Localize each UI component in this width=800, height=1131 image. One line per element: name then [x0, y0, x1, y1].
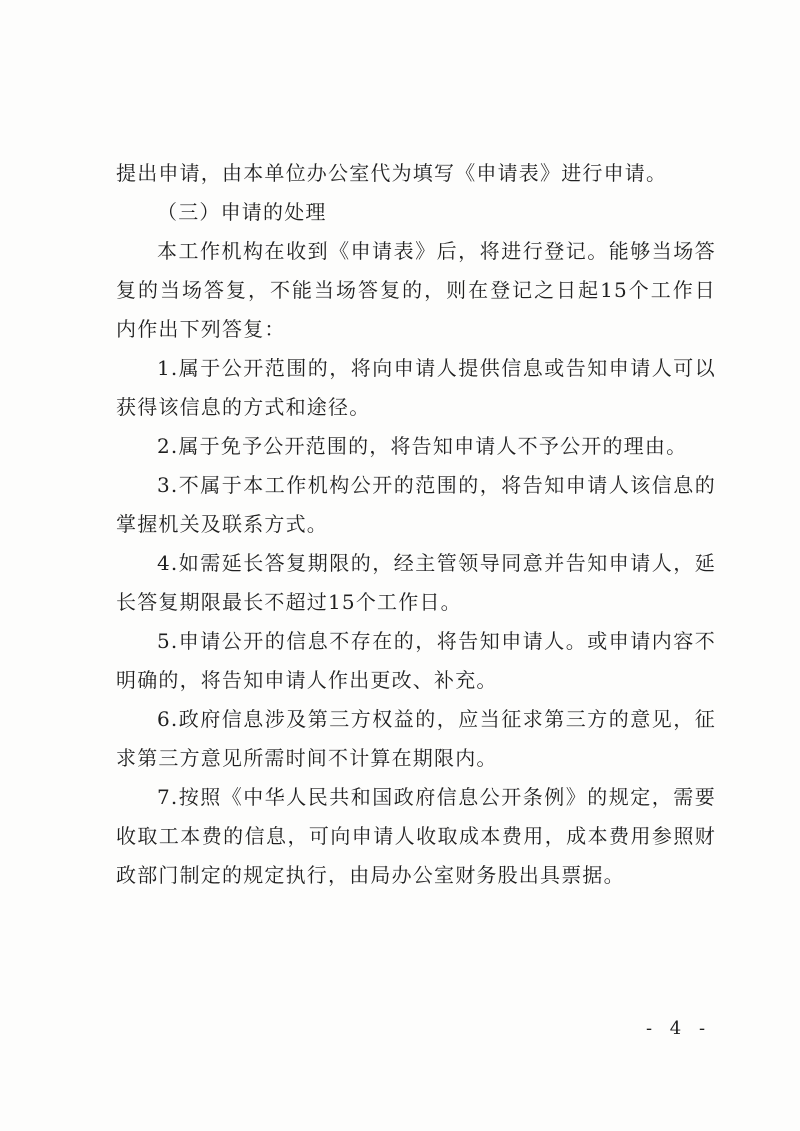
list-item-2: 2.属于免予公开范围的，将告知申请人不予公开的理由。: [157, 434, 688, 458]
section-heading: （三）申请的处理: [157, 200, 327, 224]
list-item-1: 1.属于公开范围的，将向申请人提供信息或告知申请人可以获得该信息的方式和途径。: [116, 356, 716, 419]
list-item-3: 3.不属于本工作机构公开的范围的，将告知申请人该信息的掌握机关及联系方式。: [116, 473, 716, 536]
list-item-4: 4.如需延长答复期限的，经主管领导同意并告知申请人，延长答复期限最长不超过15个工作日。: [116, 551, 716, 614]
list-item-5: 5.申请公开的信息不存在的，将告知申请人。或申请内容不明确的，将告知申请人作出更改、补充。: [116, 629, 716, 692]
document-body: [116, 154, 716, 895]
list-item-6: 6.政府信息涉及第三方权益的，应当征求第三方的意见，征求第三方意见所需时间不计算在期限内。: [116, 707, 716, 770]
paragraph-continuation: 提出申请，由本单位办公室代为填写《申请表》进行申请。: [116, 161, 668, 185]
page-number: - 4 -: [646, 1018, 712, 1039]
paragraph-processing: 本工作机构在收到《申请表》后，将进行登记。能够当场答复的当场答复，不能当场答复的，则在登记之日起15个工作日内作出下列答复：: [116, 239, 716, 341]
list-item-7: 7.按照《中华人民共和国政府信息公开条例》的规定，需要收取工本费的信息，可向申请人收取成本费用，成本费用参照财政部门制定的规定执行，由局办公室财务股出具票据。: [116, 785, 716, 887]
